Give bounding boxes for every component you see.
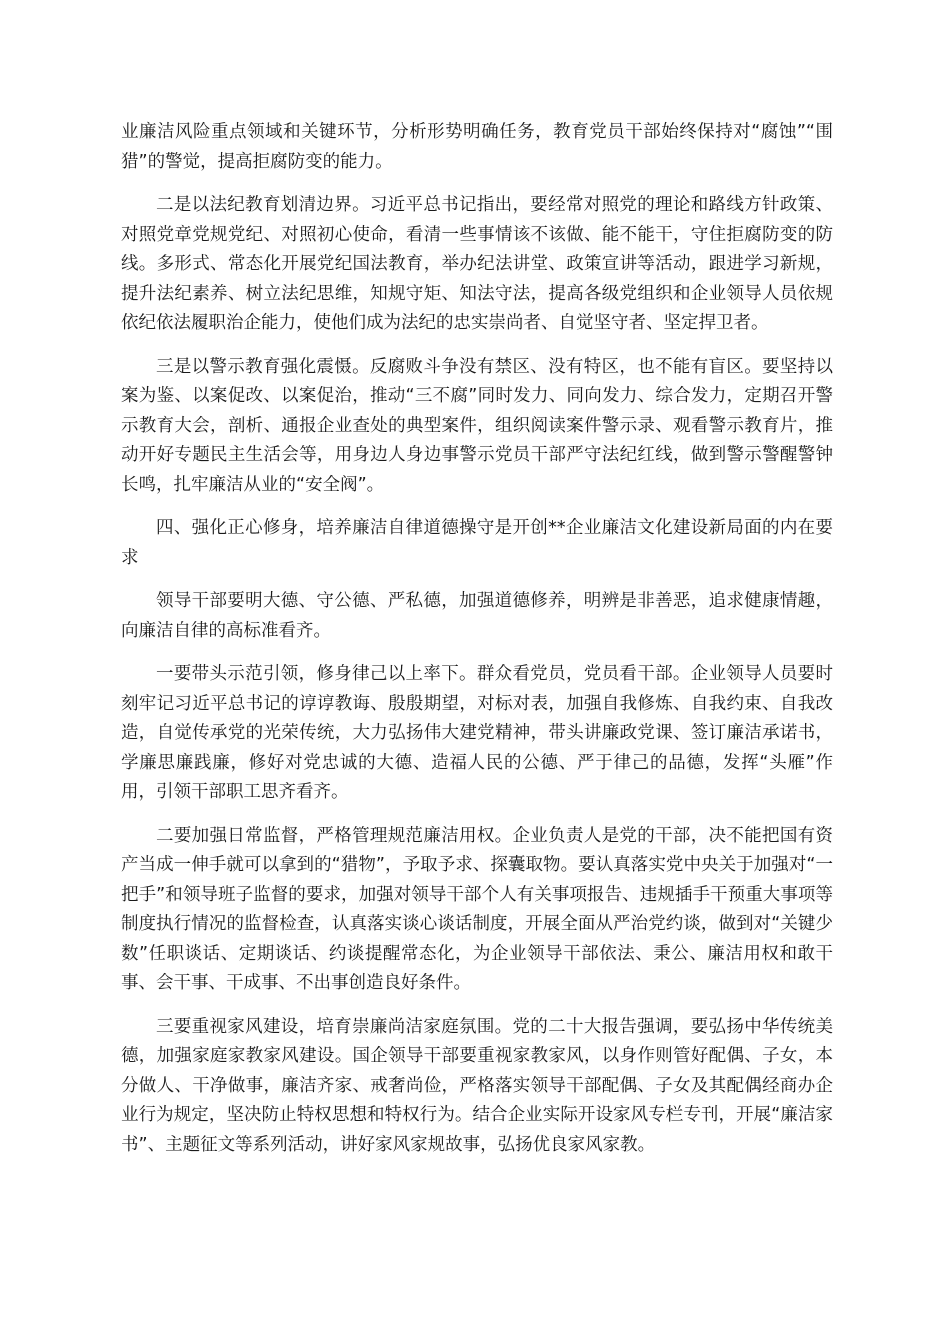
paragraph-section-intro: 领导干部要明大德、守公德、严私德，加强道德修养，明辨是非善恶，追求健康情趣，向廉洁自律的高标准看齐。 xyxy=(121,591,833,641)
section-heading-four: 四、强化正心修身，培养廉洁自律道德操守是开创**企业廉洁文化建设新局面的内在要求 xyxy=(121,518,833,568)
paragraph-warning-education: 三是以警示教育强化震慑。反腐败斗争没有禁区、没有特区，也不能有盲区。要坚持以案为鉴、以案促改、以案促治，推动“三不腐”同时发力、同向发力、综合发力，定期召开警示教育大会，剖析、通报企业查处的典型案件，组织阅读案件警示录、观看警示教育片，推动开好专题民主生活会等，用身边人身边事警示党员干部严守法纪红线，做到警示警醒警钟长鸣，扎牢廉洁从业的“安全阀”。 xyxy=(121,356,833,495)
paragraph-legal-education: 二是以法纪教育划清边界。习近平总书记指出，要经常对照党的理论和路线方针政策、对照党章党规党纪、对照初心使命，看清一些事情该不该做、能不能干，守住拒腐防变的防线。多形式、常态化开展党纪国法教育，举办纪法讲堂、政策宣讲等活动，跟进学习新规，提升法纪素养、树立法纪思维，知规守矩、知法守法，提高各级党组织和企业领导人员依规依纪依法履职治企能力，使他们成为法纪的忠实崇尚者、自觉坚守者、坚定捍卫者。 xyxy=(121,195,833,333)
paragraph-daily-supervision: 二要加强日常监督，严格管理规范廉洁用权。企业负责人是党的干部，决不能把国有资产当成一伸手就可以拿到的“猎物”，予取予求、探囊取物。要认真落实党中央关于加强对“一把手”和领导班子监督的要求，加强对领导干部个人有关事项报告、违规插手干预重大事项等制度执行情况的监督检查，认真落实谈心谈话制度，开展全面从严治党约谈，做到对“关键少数”任职谈话、定期谈话、约谈提醒常态化，为企业领导干部依法、秉公、廉洁用权和敢干事、会干事、干成事、不出事创造良好条件。 xyxy=(121,825,833,993)
document-body xyxy=(121,118,833,1174)
paragraph-lead-by-example: 一要带头示范引领，修身律己以上率下。群众看党员，党员看干部。企业领导人员要时刻牢记习近平总书记的谆谆教诲、殷殷期望，对标对表，加强自我修炼、自我约束、自我改造，自觉传承党的光荣传统，大力弘扬伟大建党精神，带头讲廉政党课、签订廉洁承诺书，学廉思廉践廉，修好对党忠诚的大德、造福人民的公德、严于律己的品德，发挥“头雁”作用，引领干部职工思齐看齐。 xyxy=(121,664,833,802)
paragraph-continuation: 业廉洁风险重点领域和关键环节，分析形势明确任务，教育党员干部始终保持对“腐蚀”“围猎”的警觉，提高拒腐防变的能力。 xyxy=(121,122,833,172)
paragraph-family-tradition: 三要重视家风建设，培育崇廉尚洁家庭氛围。党的二十大报告强调，要弘扬中华传统美德，加强家庭家教家风建设。国企领导干部要重视家教家风，以身作则管好配偶、子女，本分做人、干净做事，廉洁齐家、戒奢尚俭，严格落实领导干部配偶、子女及其配偶经商办企业行为规定，坚决防止特权思想和特权行为。结合企业实际开设家风专栏专刊，开展“廉洁家书”、主题征文等系列活动，讲好家风家规故事，弘扬优良家风家教。 xyxy=(121,1016,833,1155)
